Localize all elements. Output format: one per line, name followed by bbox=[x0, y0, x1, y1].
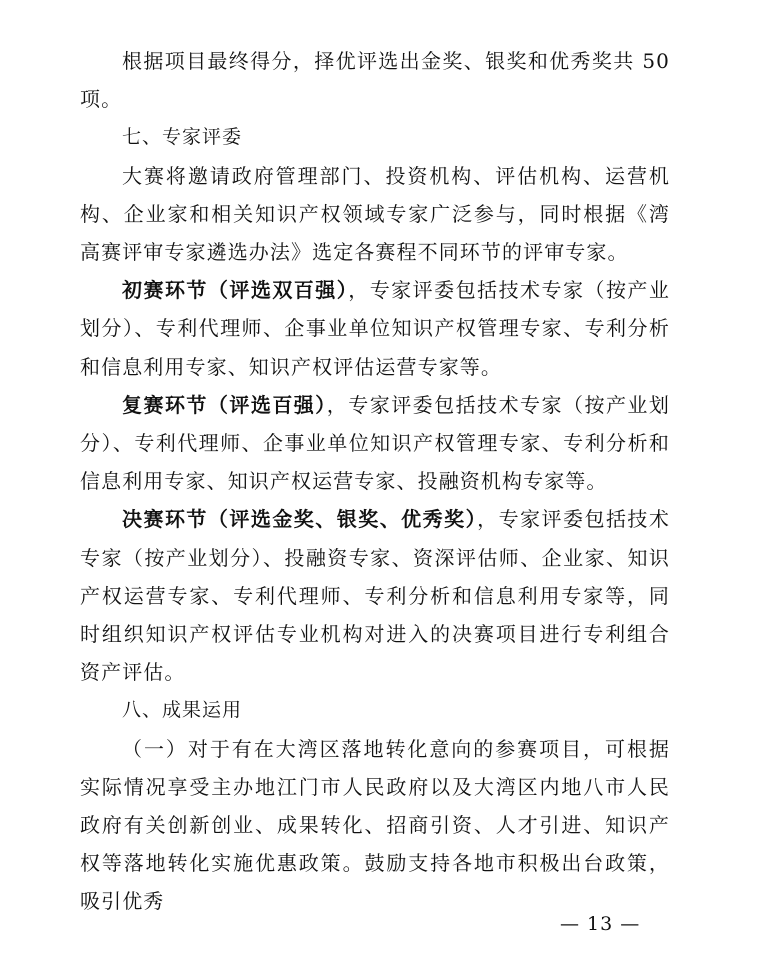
paragraph-judges-intro: 大赛将邀请政府管理部门、投资机构、评估机构、运营机构、企业家和相关知识产权领域专家广泛参与，同时根据《湾高赛评审专家遴选办法》选定各赛程不同环节的评审专家。 bbox=[80, 163, 670, 265]
page-number: — 13 — bbox=[560, 913, 641, 935]
page-body bbox=[80, 42, 670, 921]
paragraph-results-policy: （一）对于有在大湾区落地转化意向的参赛项目，可根据实际情况享受主办地江门市人民政府以及大湾区内地八市人民政府有关创新创业、成果转化、招商引资、人才引进、知识产权等落地转化实施优惠政策。鼓励支持各地市积极出台政策，吸引优秀 bbox=[80, 736, 670, 914]
paragraph-final-round bbox=[80, 500, 670, 691]
preliminary-round-label: 初赛环节（评选双百强） bbox=[122, 278, 349, 303]
section-heading-expert-judges: 七、专家评委 bbox=[122, 126, 243, 149]
paragraph-award-count: 根据项目最终得分，择优评选出金奖、银奖和优秀奖共 50 项。 bbox=[80, 49, 670, 112]
paragraph-semifinal-round bbox=[80, 386, 670, 501]
semifinal-round-label: 复赛环节（评选百强） bbox=[122, 392, 327, 417]
semifinal-round-text: ，专家评委包括技术专家（按产业划分）、专利代理师、企事业单位知识产权管理专家、专利分析和信息利用专家、知识产权运营专家、投融资机构专家等。 bbox=[80, 392, 670, 494]
final-round-label: 决赛环节（评选金奖、银奖、优秀奖） bbox=[122, 507, 478, 532]
final-round-text: ，专家评委包括技术专家（按产业划分）、投融资专家、资深评估师、企业家、知识产权运营专家、专利代理师、专利分析和信息利用专家等，同时组织知识产权评估专业机构对进入的决赛项目进行专利组合资产评估。 bbox=[80, 507, 670, 685]
paragraph-preliminary-round bbox=[80, 271, 670, 386]
section-heading-results-application: 八、成果运用 bbox=[122, 699, 243, 722]
preliminary-round-text: ，专家评委包括技术专家（按产业划分）、专利代理师、企事业单位知识产权管理专家、专利分析和信息利用专家、知识产权评估运营专家等。 bbox=[80, 278, 670, 379]
